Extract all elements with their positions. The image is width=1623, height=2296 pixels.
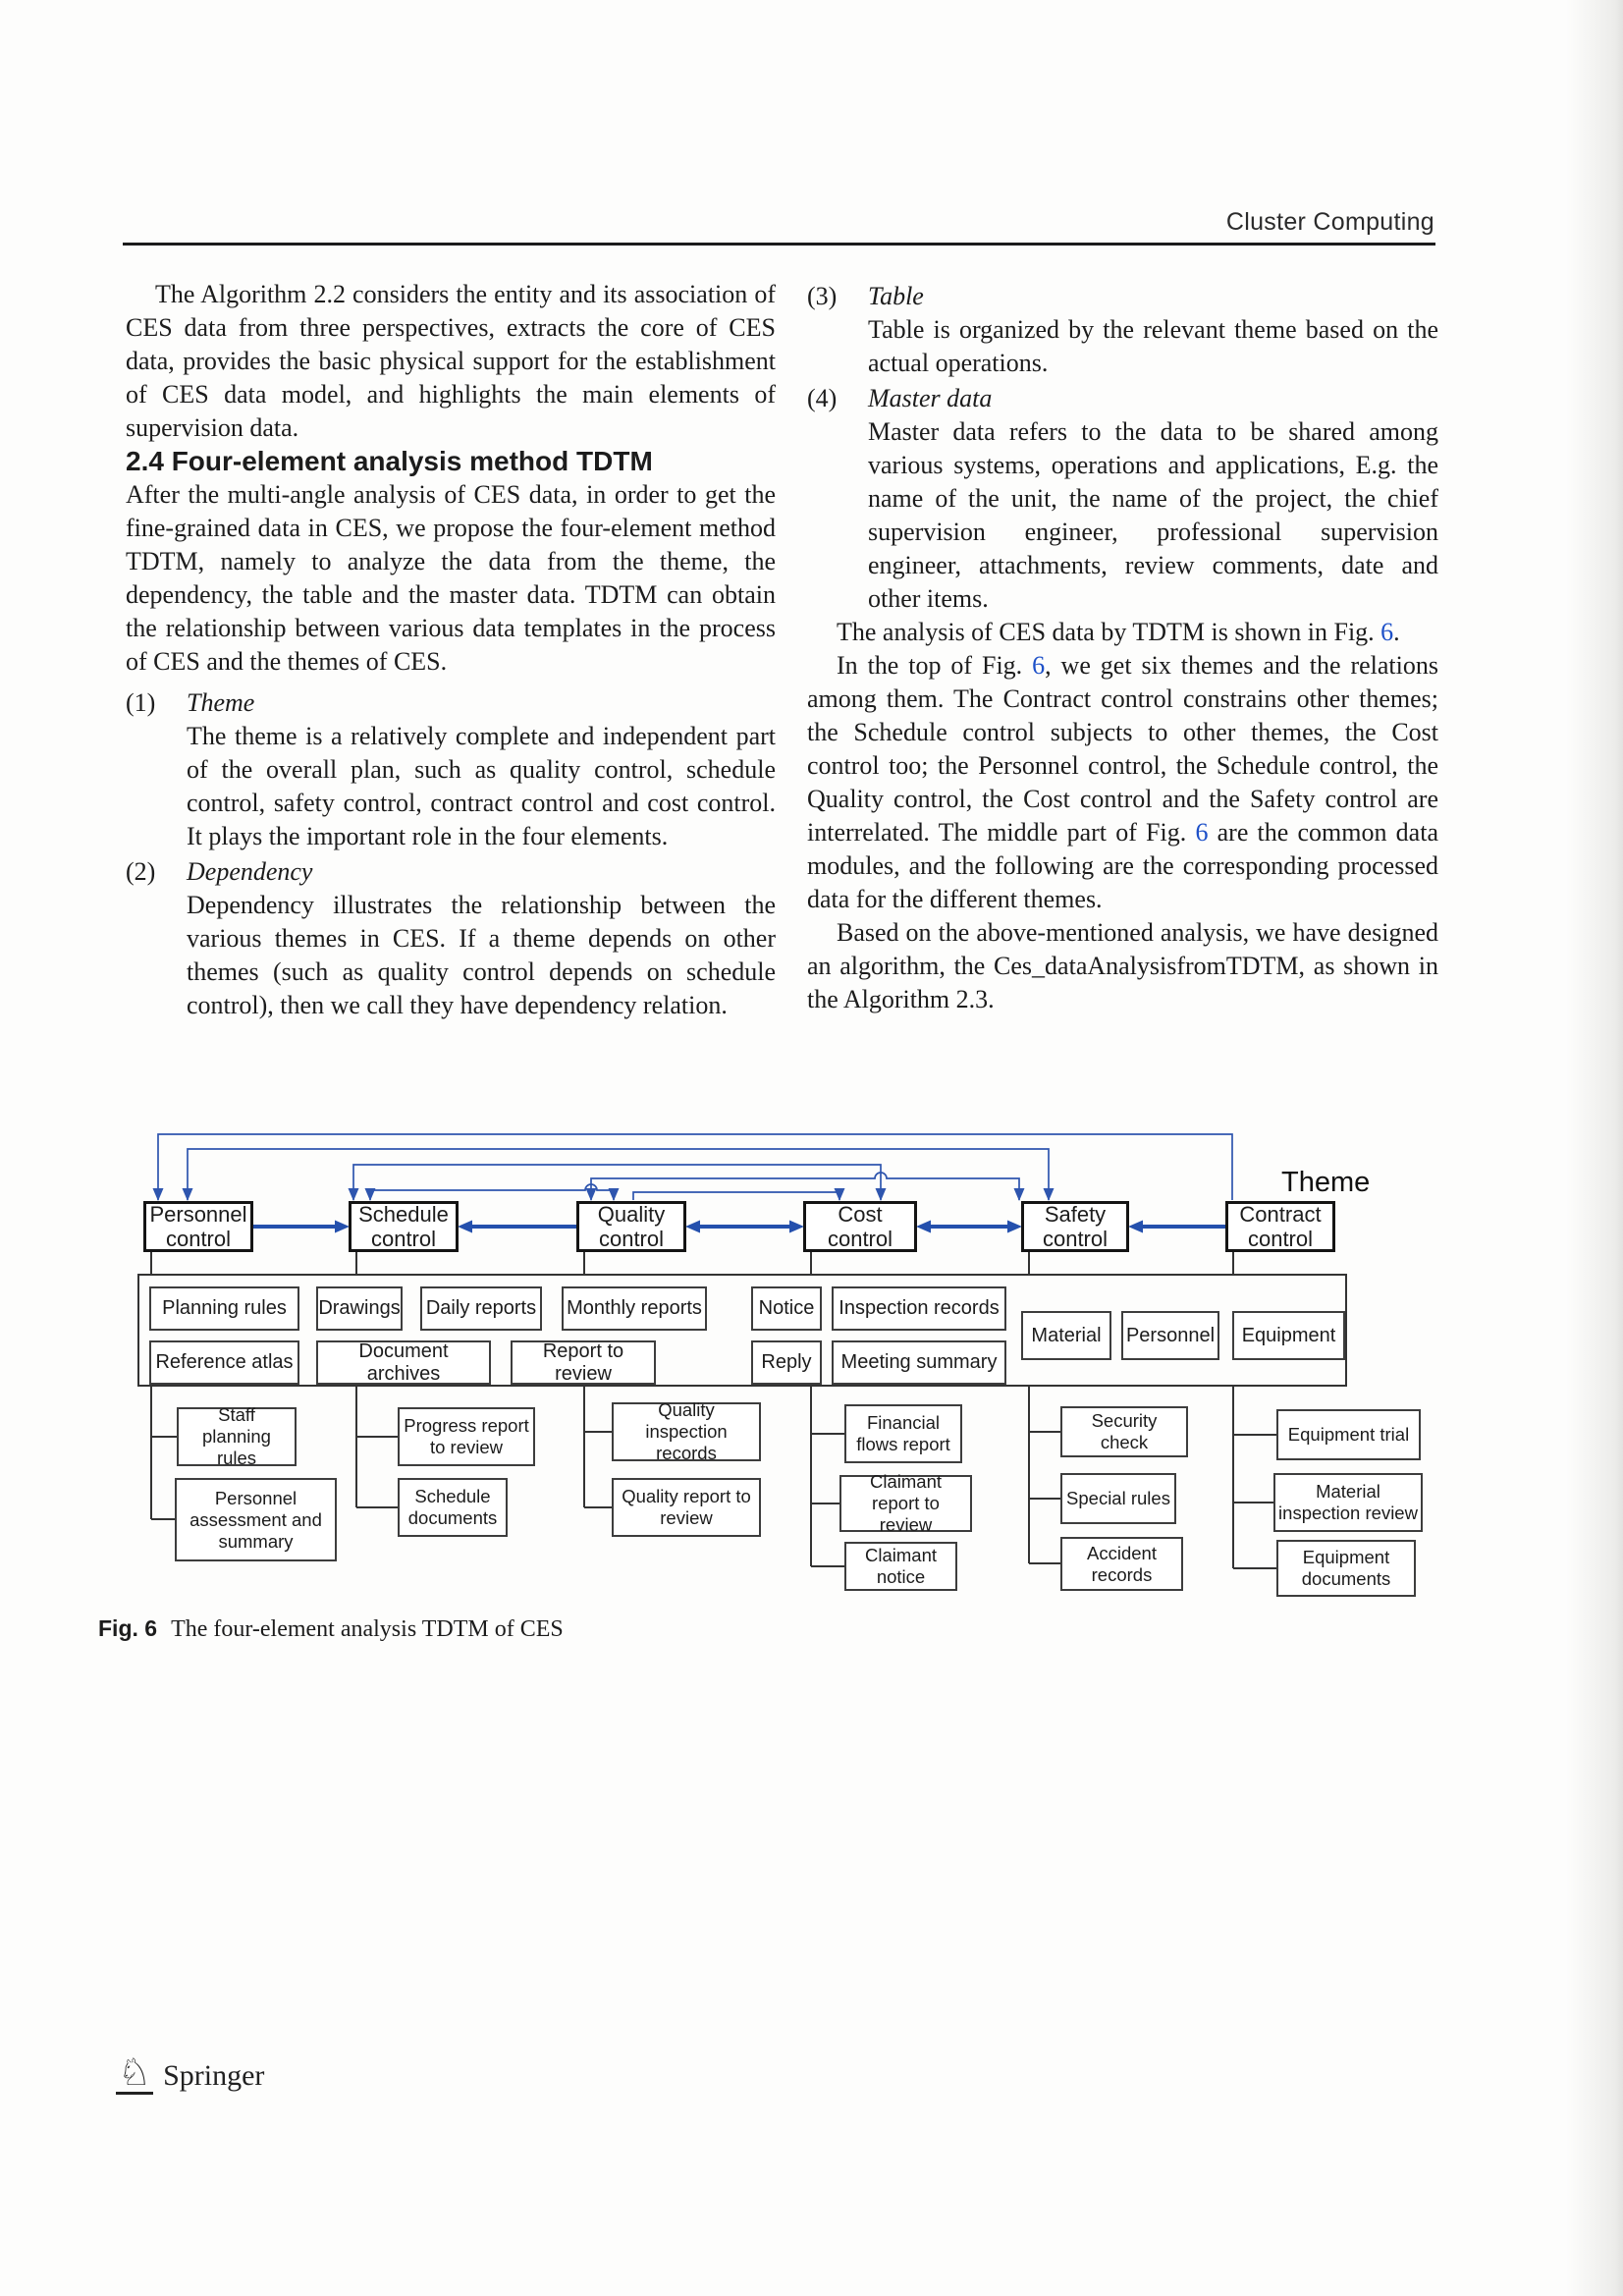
module-drawings: Drawings bbox=[316, 1286, 403, 1331]
list-body: Dependency illustrates the relationship between the various themes in CES. If a theme depends on other themes (such as quality control depends on schedule control), then we call they have dependency relation. bbox=[187, 891, 776, 1019]
proc-claimant-notice: Claimant notice bbox=[844, 1542, 957, 1591]
proc-financial-flows-report: Financial flows report bbox=[844, 1404, 962, 1463]
left-column bbox=[126, 278, 776, 1022]
module-material: Material bbox=[1021, 1311, 1111, 1360]
node-cost-control: Cost control bbox=[803, 1201, 917, 1252]
module-planning-rules: Planning rules bbox=[149, 1286, 299, 1331]
module-reply: Reply bbox=[751, 1340, 822, 1385]
module-inspection-records: Inspection records bbox=[832, 1286, 1006, 1331]
proc-claimant-report-to-review: Claimant report to review bbox=[839, 1475, 972, 1532]
list-item-1 bbox=[126, 686, 776, 853]
proc-equipment-documents: Equipment documents bbox=[1276, 1540, 1416, 1597]
node-schedule-control: Schedule control bbox=[349, 1201, 459, 1252]
figure-6-reference[interactable]: 6 bbox=[1032, 651, 1046, 680]
list-term: Master data bbox=[868, 384, 993, 412]
list-number: (4) bbox=[807, 384, 838, 412]
section-heading: 2.4 Four-element analysis method TDTM bbox=[126, 446, 653, 476]
module-meeting-summary: Meeting summary bbox=[832, 1340, 1006, 1385]
node-quality-control: Quality control bbox=[576, 1201, 686, 1252]
text-run: are the common data modules, and the following are the corresponding processed data for the different themes. bbox=[807, 818, 1438, 913]
list-term: Table bbox=[868, 282, 924, 310]
module-personnel: Personnel bbox=[1121, 1311, 1219, 1360]
module-document-archives: Document archives bbox=[316, 1340, 491, 1385]
proc-quality-report-to-review: Quality report to review bbox=[612, 1478, 761, 1537]
figure-caption bbox=[98, 1615, 564, 1643]
module-reference-atlas: Reference atlas bbox=[149, 1340, 299, 1385]
module-daily-reports: Daily reports bbox=[420, 1286, 542, 1331]
figure-caption-label: Fig. 6 bbox=[98, 1615, 158, 1641]
figure-6-diagram bbox=[83, 1120, 1537, 1603]
list-term: Theme bbox=[187, 688, 255, 717]
journal-name: Cluster Computing bbox=[1225, 208, 1434, 236]
paragraph: Based on the above-mentioned analysis, we have designed an algorithm, the Ces_dataAnalysisfromTDTM, as shown in the Algorithm 2.3. bbox=[807, 918, 1438, 1013]
module-report-to-review: Report to review bbox=[511, 1340, 656, 1385]
list-number: (1) bbox=[126, 688, 156, 717]
paragraph: The Algorithm 2.2 considers the entity and its association of CES data from three perspectives, extracts the core of CES data, provides the basic physical support for the establishment of CES data model, and highlights the main elements of supervision data. bbox=[126, 280, 776, 442]
publisher-footer bbox=[116, 2052, 265, 2095]
proc-accident-records: Accident records bbox=[1060, 1537, 1183, 1591]
list-item-2 bbox=[126, 855, 776, 1022]
list-number: (2) bbox=[126, 857, 156, 886]
paragraph bbox=[807, 649, 1438, 916]
list-body: Master data refers to the data to be shared among various systems, operations and applications, E.g. the name of the unit, the name of the project, the chief supervision engineer, professional supervision engineer, attachments, review comments, date and other items. bbox=[868, 417, 1438, 613]
node-personnel-control: Personnel control bbox=[143, 1201, 253, 1252]
proc-quality-inspection-records: Quality inspection records bbox=[612, 1402, 761, 1461]
list-item-4 bbox=[807, 382, 1438, 616]
figure-caption-text: The four-element analysis TDTM of CES bbox=[171, 1616, 564, 1642]
node-safety-control: Safety control bbox=[1021, 1201, 1129, 1252]
list-body: The theme is a relatively complete and independent part of the overall plan, such as quality control, schedule control, safety control, contract control and cost control. It plays the important role in the four elements. bbox=[187, 722, 776, 850]
proc-schedule-documents: Schedule documents bbox=[398, 1478, 508, 1537]
paragraph: After the multi-angle analysis of CES data, in order to get the fine-grained data in CES, we propose the four-element method TDTM, namely to analyze the data from the theme, the dependency, the table and the master data. TDTM can obtain the relationship between various data templates in the process of CES and the themes of CES. bbox=[126, 480, 776, 676]
module-monthly-reports: Monthly reports bbox=[562, 1286, 707, 1331]
list-term: Dependency bbox=[187, 857, 313, 886]
header-rule bbox=[123, 243, 1435, 246]
text-run: In the top of Fig. bbox=[837, 651, 1033, 680]
proc-material-inspection-review: Material inspection review bbox=[1273, 1473, 1423, 1532]
proc-personnel-assessment: Personnel assessment and summary bbox=[175, 1478, 337, 1561]
right-column bbox=[807, 278, 1438, 1016]
figure-6-reference[interactable]: 6 bbox=[1380, 618, 1394, 646]
theme-annotation: Theme bbox=[1281, 1167, 1371, 1198]
list-body: Table is organized by the relevant theme based on the actual operations. bbox=[868, 315, 1438, 377]
paragraph bbox=[807, 616, 1438, 649]
dependency-rails bbox=[158, 1134, 1232, 1200]
figure-6-reference[interactable]: 6 bbox=[1195, 818, 1209, 847]
proc-staff-planning-rules: Staff planning rules bbox=[177, 1407, 297, 1466]
proc-security-check: Security check bbox=[1060, 1406, 1188, 1457]
list-number: (3) bbox=[807, 282, 838, 310]
publisher-name: Springer bbox=[163, 2058, 265, 2092]
proc-special-rules: Special rules bbox=[1060, 1473, 1176, 1524]
module-equipment: Equipment bbox=[1232, 1311, 1345, 1360]
text-run: . bbox=[1393, 618, 1400, 646]
proc-progress-report-to-review: Progress report to review bbox=[398, 1407, 535, 1466]
list-item-3 bbox=[807, 280, 1438, 380]
springer-knight-icon: ♘ bbox=[118, 2052, 152, 2094]
text-run: The analysis of CES data by TDTM is shown in Fig. bbox=[837, 618, 1381, 646]
text-run: , we get six themes and the relations among them. The Contract control constrains other themes; the Schedule control subjects to other themes, the Cost control too; the Personnel control, the Schedule control, the Quality control, the Cost control and the Safety control are interrelated. The middle part of Fig. bbox=[807, 651, 1438, 847]
module-notice: Notice bbox=[751, 1286, 822, 1331]
proc-equipment-trial: Equipment trial bbox=[1276, 1409, 1421, 1460]
node-contract-control: Contract control bbox=[1225, 1201, 1335, 1252]
